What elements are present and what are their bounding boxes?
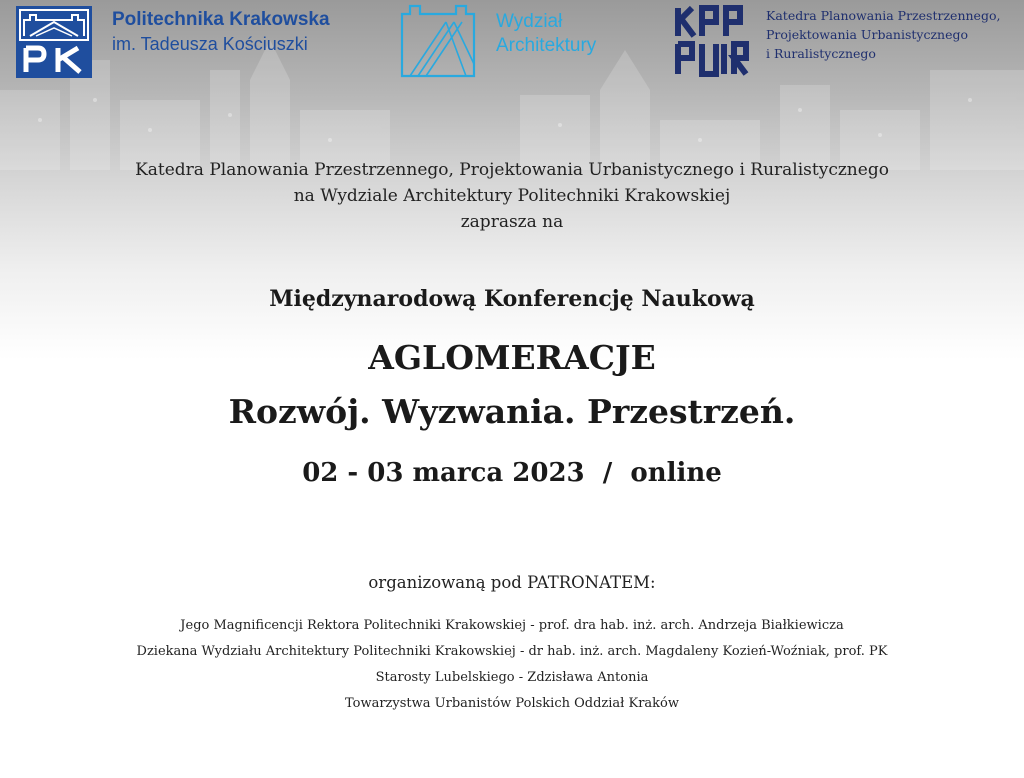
invitation-line3: zaprasza na <box>460 212 564 232</box>
wydzial-architektury-icon <box>400 4 476 78</box>
kpp-logo-icon <box>672 4 750 78</box>
patronage-list <box>0 613 1024 717</box>
wa-logo-line2: Architektury <box>496 35 597 56</box>
invitation-line1: Katedra Planowania Przestrzennego, Projektowania Urbanistycznego i Ruralistycznego <box>135 160 889 180</box>
kpp-logo-line3: i Ruralistycznego <box>766 46 876 61</box>
conference-date <box>0 458 1024 488</box>
conference-subtitle: Rozwój. Wyzwania. Przestrzeń. <box>228 392 796 431</box>
invitation-block <box>0 157 1024 235</box>
patron-item: Towarzystwa Urbanistów Polskich Oddział Kraków <box>344 696 680 711</box>
pk-logo-line2: im. Tadeusza Kościuszki <box>112 34 308 54</box>
pk-logo-line1: Politechnika Krakowska <box>112 9 330 30</box>
invitation-line2: na Wydziale Architektury Politechniki Krakowskiej <box>293 186 731 206</box>
conference-title: AGLOMERACJE <box>368 338 656 377</box>
pk-shield-icon <box>16 6 92 78</box>
conference-type: Międzynarodową Konferencję Naukową <box>269 286 755 312</box>
patronage-heading: organizowaną pod PATRONATEM: <box>368 573 656 592</box>
wa-logo-text <box>496 10 596 58</box>
conference-date-text: 02 - 03 marca 2023 / online <box>302 458 722 488</box>
patron-item: Starosty Lubelskiego - Zdzisława Antonia <box>375 670 649 685</box>
patron-item: Dziekana Wydziału Architektury Politechniki Krakowskiej - dr hab. inż. arch. Magdaleny Kozień-Woźniak, prof. PK <box>136 644 888 659</box>
wa-logo-line1: Wydział <box>496 11 563 32</box>
kpp-logo-text <box>766 6 1000 63</box>
kpp-logo-line1: Katedra Planowania Przestrzennego, <box>766 8 1001 23</box>
pk-logo-text <box>112 8 330 56</box>
kpp-logo-line2: Projektowania Urbanistycznego <box>766 27 969 42</box>
patron-item: Jego Magnificencji Rektora Politechniki Krakowskiej - prof. dra hab. inż. arch. Andrzeja Białkiewicza <box>180 618 844 633</box>
